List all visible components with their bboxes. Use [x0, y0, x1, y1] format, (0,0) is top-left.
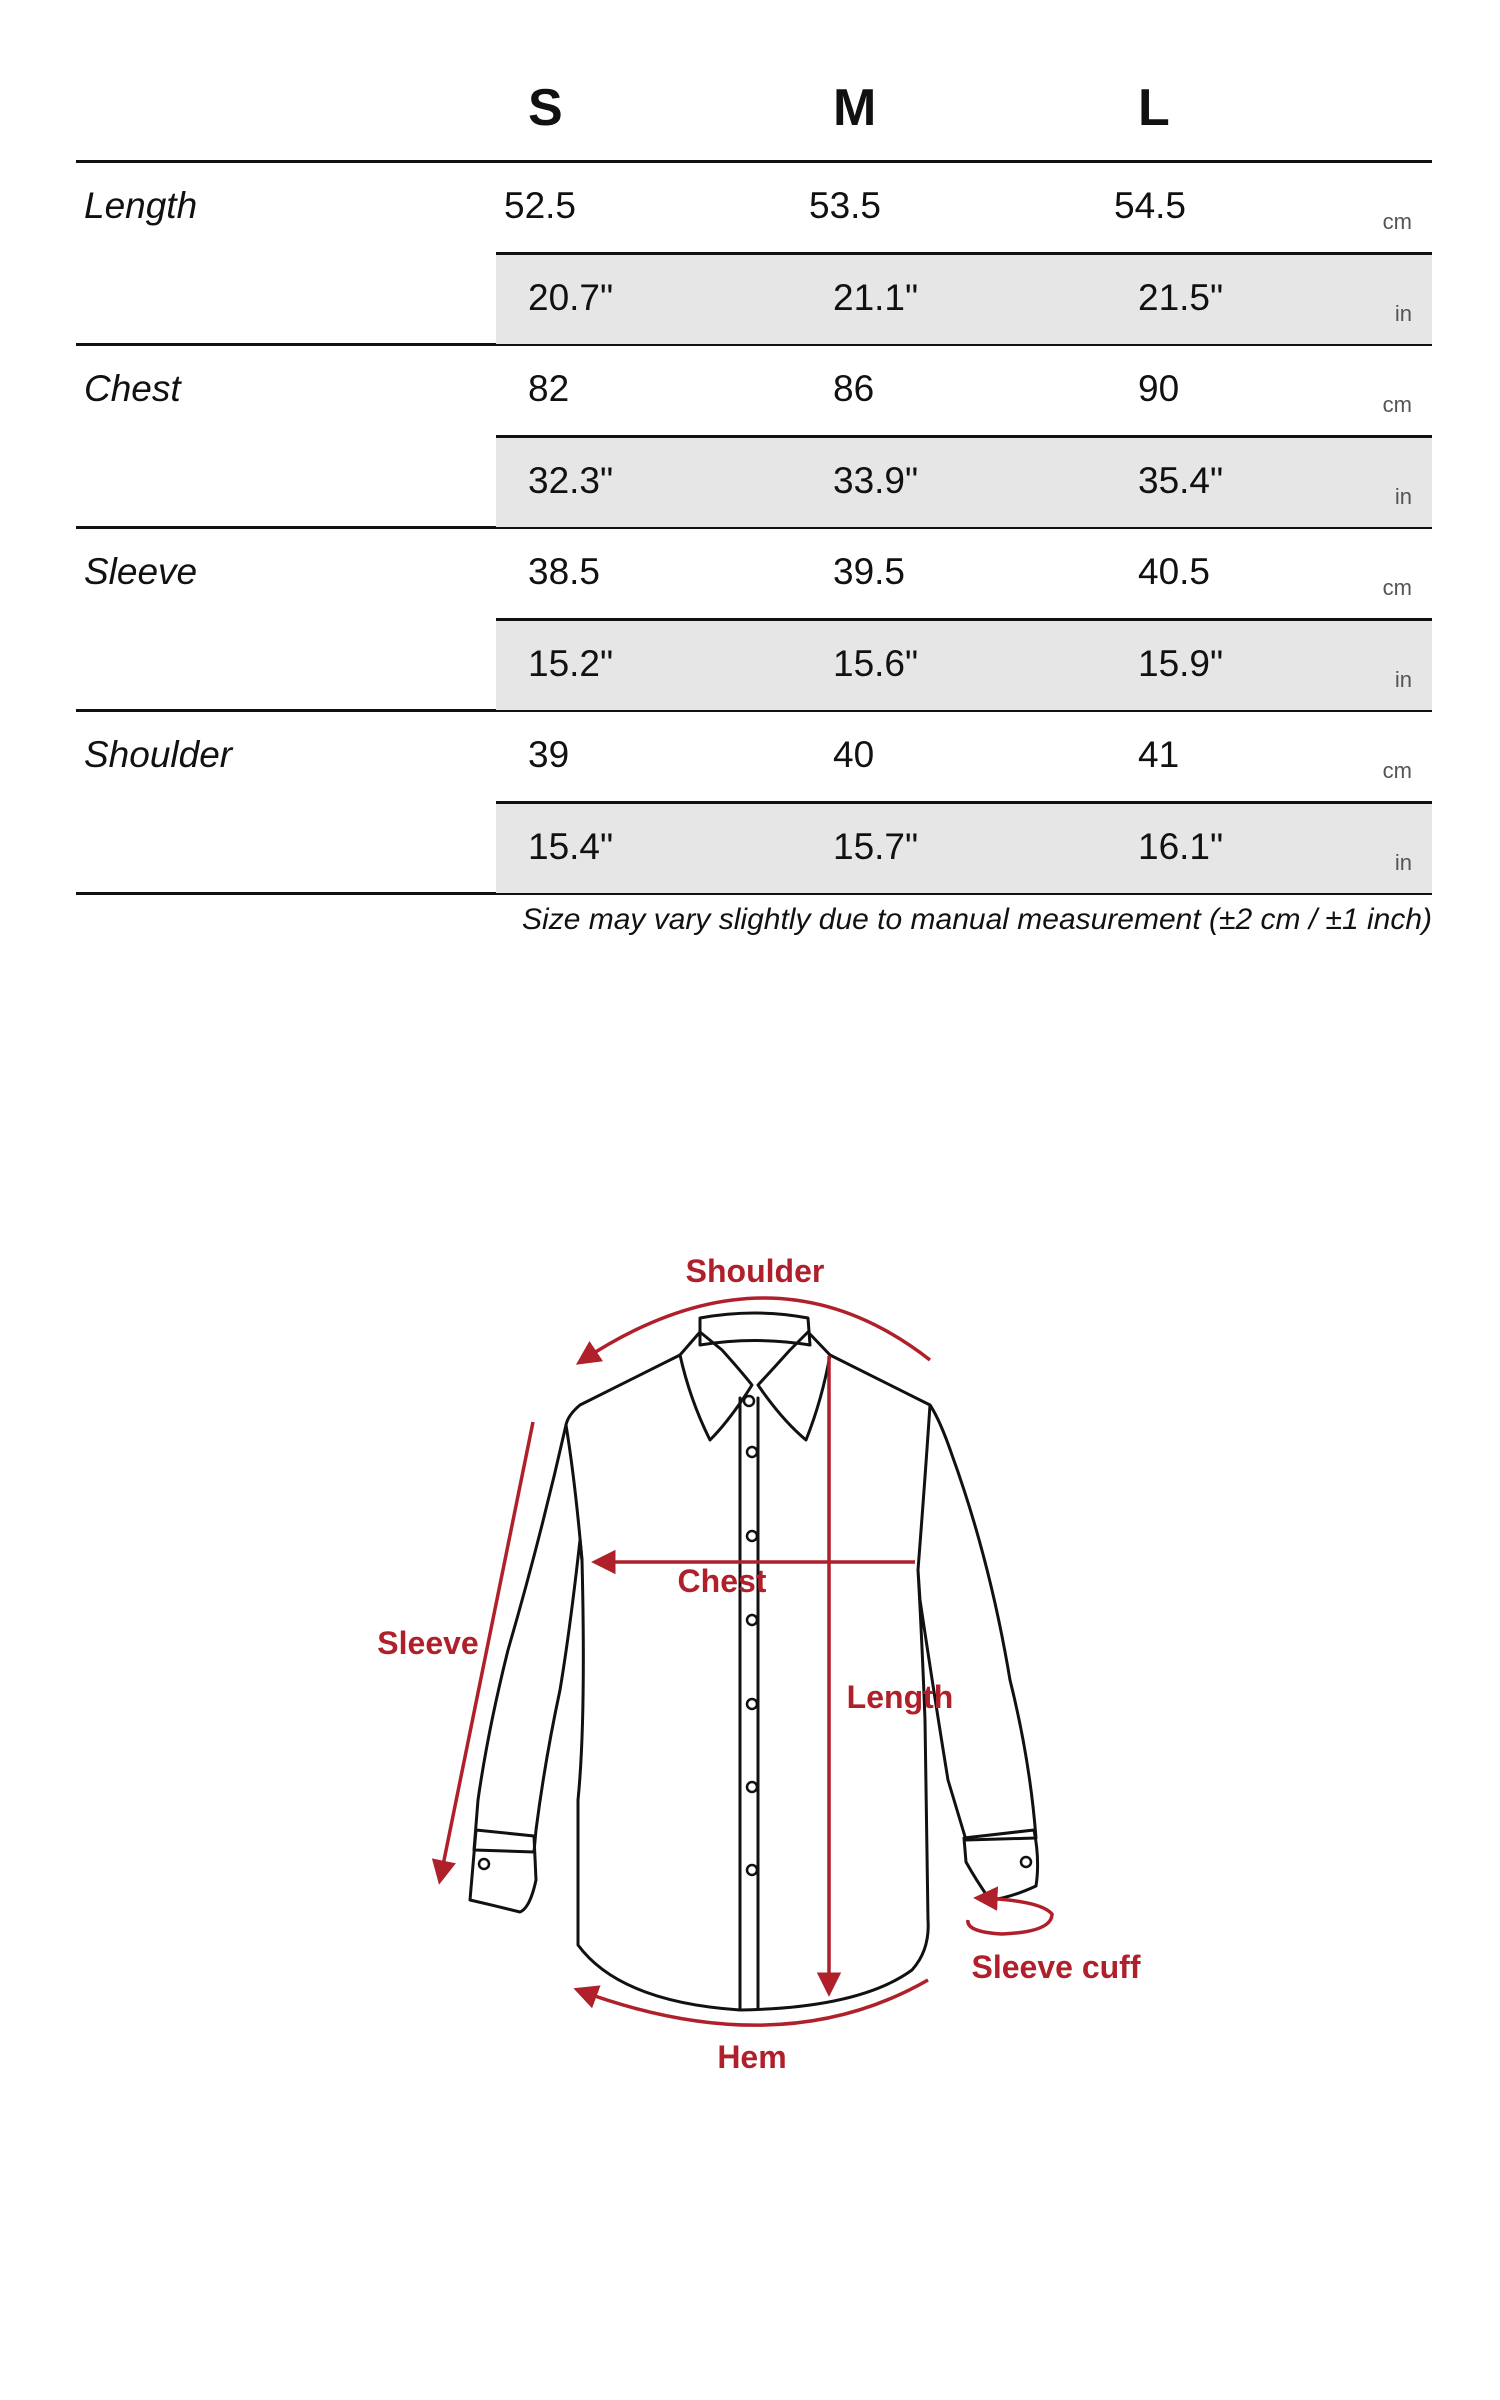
shoulder-cm-s: 39 [528, 734, 570, 775]
length-cm-m: 53.5 [809, 185, 882, 226]
row-sleeve [76, 529, 1432, 712]
chest-cm-row [496, 346, 1432, 438]
shoulder-in-m: 15.7" [833, 826, 919, 867]
size-header-s: S [528, 79, 563, 137]
left-sleeve-seam [566, 1425, 582, 1560]
size-header-l: L [1138, 79, 1170, 137]
chest-in-s: 32.3" [528, 460, 614, 501]
measurement-note: Size may vary slightly due to manual measurement (±2 cm / ±1 inch) [522, 903, 1432, 936]
button-icon [747, 1447, 757, 1457]
length-in-m: 21.1" [833, 277, 919, 318]
shirt-buttons [479, 1396, 1031, 1875]
button-icon [747, 1531, 757, 1541]
sleeve-in-s: 15.2" [528, 643, 614, 684]
unit-in: in [1394, 850, 1412, 875]
sleeve-cm-m: 39.5 [833, 551, 906, 592]
chest-cm-l: 90 [1138, 368, 1180, 409]
row-label-length: Length [84, 185, 198, 226]
row-length [76, 163, 1432, 346]
chest-in-m: 33.9" [833, 460, 919, 501]
sleeve-cuff-arrow [968, 1898, 1052, 1934]
sleeve-cm-s: 38.5 [528, 551, 601, 592]
shoulder-in-row [496, 804, 1432, 893]
size-table [76, 68, 1432, 895]
row-label-chest: Chest [84, 368, 181, 409]
unit-cm: cm [1382, 209, 1412, 234]
button-icon [747, 1615, 757, 1625]
row-label-sleeve: Sleeve [84, 551, 198, 592]
length-cm-row [496, 163, 1432, 255]
row-label-shoulder: Shoulder [84, 734, 233, 775]
right-sleeve-seam [918, 1405, 930, 1570]
shoulder-in-s: 15.4" [528, 826, 614, 867]
length-in-l: 21.5" [1138, 277, 1224, 318]
label-hem: Hem [717, 2039, 787, 2075]
cuff-button-right [1021, 1857, 1031, 1867]
row-chest [76, 346, 1432, 529]
button-icon [747, 1865, 757, 1875]
chest-cm-s: 82 [528, 368, 570, 409]
chest-in-row [496, 438, 1432, 527]
collar-right [758, 1332, 830, 1440]
unit-in: in [1394, 484, 1412, 509]
size-header-row [76, 68, 1432, 163]
unit-cm: cm [1382, 758, 1412, 783]
size-header-m: M [833, 79, 877, 137]
length-in-s: 20.7" [528, 277, 614, 318]
chest-cm-m: 86 [833, 368, 875, 409]
row-shoulder [76, 712, 1432, 895]
shirt-diagram-svg [0, 1200, 1500, 2180]
sleeve-in-row [496, 621, 1432, 710]
sleeve-in-m: 15.6" [833, 643, 919, 684]
shoulder-in-l: 16.1" [1138, 826, 1224, 867]
length-cm-l: 54.5 [1114, 185, 1187, 226]
label-sleeve-cuff: Sleeve cuff [971, 1949, 1141, 1985]
left-cuff [470, 1830, 536, 1912]
shirt-illustration [470, 1313, 1038, 2010]
chest-in-l: 35.4" [1138, 460, 1224, 501]
shoulder-arrow [580, 1298, 930, 1362]
label-length: Length [846, 1679, 954, 1715]
label-sleeve: Sleeve [377, 1625, 479, 1661]
sleeve-cm-row [496, 529, 1432, 621]
button-icon [744, 1396, 754, 1406]
shirt-diagram [0, 1200, 1500, 2180]
unit-cm: cm [1382, 575, 1412, 600]
collar-back [700, 1313, 810, 1345]
button-icon [747, 1699, 757, 1709]
shoulder-cm-l: 41 [1138, 734, 1180, 775]
unit-in: in [1394, 301, 1412, 326]
unit-in: in [1394, 667, 1412, 692]
label-shoulder: Shoulder [685, 1253, 825, 1289]
label-chest: Chest [677, 1563, 767, 1599]
shoulder-cm-m: 40 [833, 734, 875, 775]
shoulder-cm-row [496, 712, 1432, 804]
sleeve-cm-l: 40.5 [1138, 551, 1211, 592]
measurement-arrows [440, 1298, 1052, 2025]
button-icon [747, 1782, 757, 1792]
unit-cm: cm [1382, 392, 1412, 417]
length-in-row [496, 255, 1432, 344]
sleeve-in-l: 15.9" [1138, 643, 1224, 684]
length-cm-s: 52.5 [504, 185, 577, 226]
cuff-button-left [479, 1859, 489, 1869]
